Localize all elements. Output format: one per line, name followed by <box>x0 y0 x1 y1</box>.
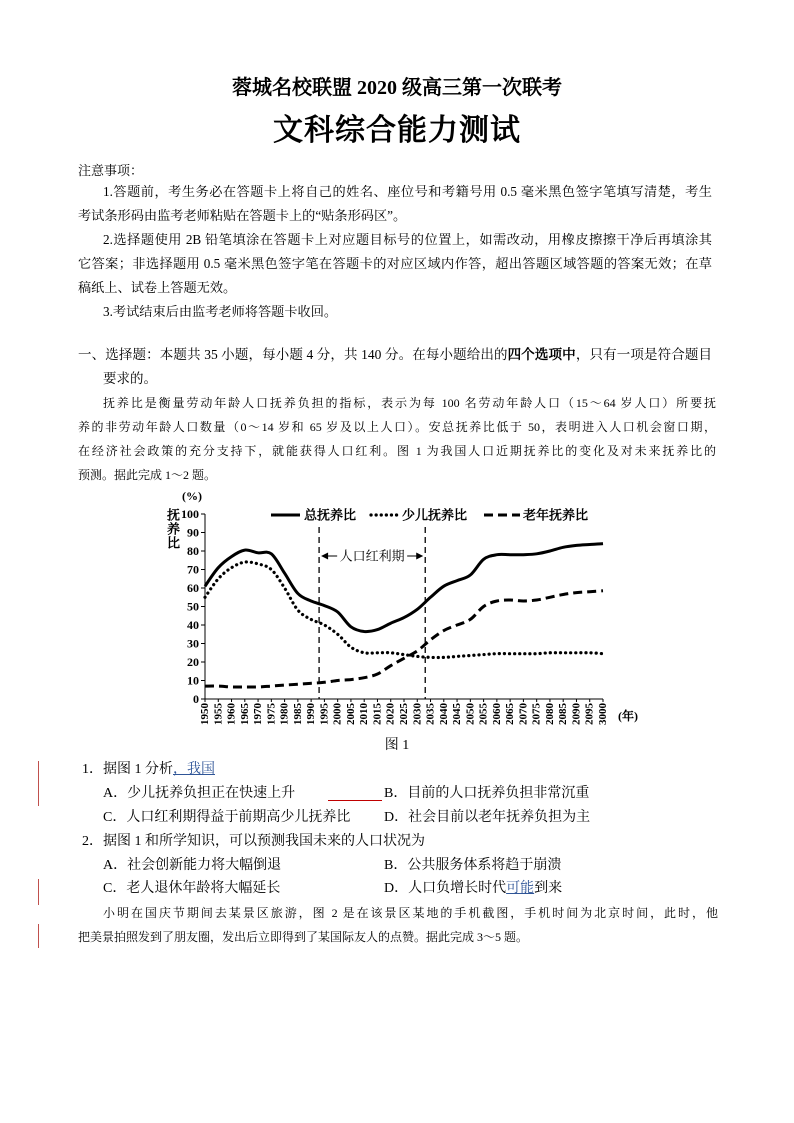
x-axis-ticks <box>199 699 609 725</box>
question-2-stem: 2．据图 1 和所学知识，可以预测我国未来的人口状况为 <box>82 834 425 849</box>
legend-label-children: 少儿抚养比 <box>402 507 468 523</box>
notice-item-2-line-1: 2.选择题使用 2B 铅笔填涂在答题卡上对应题目标号的位置上，如需改动，用橡皮擦擦干净后再填涂其 <box>103 232 712 247</box>
passage1-line-3: 在经济社会政策的充分支持下，就能获得人口红利。图 1 为我国人口近期抚养比的变化及对未来抚养比的 <box>78 444 716 458</box>
x-tick-label: 1960 <box>225 703 238 725</box>
x-tick-label: 2020 <box>384 703 397 725</box>
x-tick-label: 3000 <box>597 703 609 725</box>
x-tick-label: 2040 <box>437 703 450 725</box>
exam-subtitle: 文科综合能力测试 <box>273 114 521 147</box>
series-lines <box>205 544 603 687</box>
x-tick-label: 2025 <box>398 703 410 725</box>
x-tick-label: 2010 <box>358 703 371 725</box>
y-tick-label: 10 <box>187 673 199 688</box>
passage1-line-2: 养的非劳动年龄人口数量（0～14 岁和 65 岁及以上人口）。安总抚养比低于 50，表明进入人口机会窗口期， <box>78 420 716 434</box>
question-1-stem <box>82 758 215 782</box>
section-heading-line-2: 要求的。 <box>103 371 157 386</box>
x-tick-label: 2055 <box>477 703 490 725</box>
question-1-stem-text: 1．据图 1 分析 <box>82 762 173 777</box>
x-tick-label: 2000 <box>331 703 344 725</box>
question-1-option-d: D．社会目前以老年抚养负担为主 <box>384 810 591 825</box>
y-axis-title: 抚养比 <box>165 508 180 550</box>
passage2-line-1: 小明在国庆节期间去某景区旅游，图 2 是在该景区某地的手机截图，手机时间为北京时间，此时，他 <box>103 906 718 920</box>
question-1-option-a: A．少儿抚养负担正在快速上升 <box>103 786 296 801</box>
section-heading-text: 一、选择题：本题共 35 小题，每小题 4 分，共 140 分。在每小题给出的 <box>78 347 508 362</box>
dividend-period-arrowhead-left <box>321 553 328 560</box>
section-heading-emphasis: 四个选项中 <box>507 347 576 362</box>
notice-item-2-line-3: 稿纸上、试卷上答题无效。 <box>78 280 237 295</box>
x-tick-label: 1970 <box>252 703 265 725</box>
revision-deletion-mark <box>328 800 382 801</box>
x-tick-label: 2060 <box>490 703 503 725</box>
x-tick-label: 2090 <box>570 703 583 725</box>
question-2-option-d-insertion: 可能 <box>506 881 535 896</box>
x-tick-label: 2080 <box>543 703 556 725</box>
notice-item-2-line-2: 它答案；非选择题用 0.5 毫米黑色签字笔在答题卡的对应区域内作答，超出答题区域答题的答案无效；在草 <box>78 256 712 271</box>
revision-bar <box>38 924 39 948</box>
notice-item-1-line-2: 考试条形码由监考老师粘贴在答题卡上的“贴条形码区”。 <box>78 208 407 223</box>
dividend-period-label: 人口红利期 <box>339 548 405 564</box>
y-tick-label: 0 <box>193 692 199 706</box>
question-2-option-d <box>384 877 562 901</box>
x-tick-label: 1965 <box>238 703 251 725</box>
x-tick-label: 2005 <box>344 703 357 725</box>
y-tick-label: 30 <box>187 636 199 651</box>
figure-caption: 图 1 <box>384 738 410 753</box>
question-1-option-b: B．目前的人口抚养负担非常沉重 <box>384 786 590 801</box>
legend-label-elderly: 老年抚养比 <box>523 507 589 523</box>
question-2-option-d-text-end: 到来 <box>534 881 563 896</box>
y-axis-ticks <box>181 507 205 706</box>
passage2-line-2: 把美景拍照发到了朋友圈，发出后立即得到了某国际友人的点赞。据此完成 3～5 题。 <box>78 930 529 944</box>
section-heading-line-1 <box>78 343 712 367</box>
y-tick-label: 80 <box>187 544 199 558</box>
x-tick-label: 2075 <box>530 703 543 725</box>
x-tick-label: 1980 <box>278 703 291 725</box>
question-1-stem-insertion: ，我国 <box>173 762 215 777</box>
x-tick-label: 2035 <box>424 703 437 725</box>
x-unit-label: (年) <box>618 709 638 723</box>
passage1-line-1: 抚养比是衡量劳动年龄人口抚养负担的指标，表示为每 100 名劳动年龄人口（15～64 岁人口）所要抚 <box>103 396 716 410</box>
passage1-line-4: 预测。据此完成 1～2 题。 <box>78 468 217 482</box>
x-tick-label: 2030 <box>411 703 424 725</box>
dependency-ratio-chart <box>150 485 650 735</box>
legend-label-total: 总抚养比 <box>304 507 357 523</box>
question-1-option-c: C．人口红利期得益于前期高少儿抚养比 <box>103 810 351 825</box>
y-tick-label: 90 <box>187 525 199 540</box>
series-line-elderly <box>205 591 603 687</box>
x-tick-label: 1990 <box>305 703 318 725</box>
exam-title: 蓉城名校联盟 2020 级高三第一次联考 <box>232 77 562 99</box>
question-2-option-c: C．老人退休年龄将大幅延长 <box>103 881 281 896</box>
x-tick-label: 2045 <box>451 703 464 725</box>
series-line-children <box>205 562 603 658</box>
x-tick-label: 1955 <box>212 703 225 725</box>
revision-bar <box>38 879 39 905</box>
section-heading-text-end: ，只有一项是符合题目 <box>575 347 713 362</box>
x-tick-label: 2015 <box>371 703 384 725</box>
x-tick-label: 2065 <box>504 703 517 725</box>
legend <box>271 508 588 523</box>
y-unit-label: (%) <box>182 489 202 503</box>
dividend-period-arrowhead-right <box>416 553 423 560</box>
x-tick-label: 1975 <box>265 703 278 725</box>
question-2-option-d-text: D．人口负增长时代 <box>384 881 507 896</box>
x-tick-label: 2050 <box>464 703 477 725</box>
question-2-option-b: B．公共服务体系将趋于崩溃 <box>384 858 562 873</box>
x-tick-label: 2070 <box>517 703 530 725</box>
revision-bar <box>38 761 39 806</box>
y-tick-label: 50 <box>187 599 199 614</box>
chart-canvas <box>150 485 650 735</box>
x-tick-label: 2085 <box>557 703 570 725</box>
question-2-option-a: A．社会创新能力将大幅倒退 <box>103 858 282 873</box>
notice-item-3-line-1: 3.考试结束后由监考老师将答题卡收回。 <box>103 304 338 319</box>
notice-heading: 注意事项： <box>78 163 144 178</box>
x-tick-label: 2095 <box>583 703 596 725</box>
x-tick-label: 1995 <box>318 703 331 725</box>
y-tick-label: 40 <box>187 618 199 632</box>
y-tick-label: 70 <box>187 562 199 577</box>
x-tick-label: 1950 <box>199 703 211 725</box>
y-tick-label: 60 <box>187 581 199 595</box>
y-tick-label: 100 <box>181 507 199 521</box>
notice-item-1-line-1: 1.答题前，考生务必在答题卡上将自己的姓名、座位号和考籍号用 0.5 毫米黑色签字笔填写清楚，考生 <box>103 184 712 199</box>
x-tick-label: 1985 <box>291 703 304 725</box>
y-tick-label: 20 <box>187 655 199 669</box>
